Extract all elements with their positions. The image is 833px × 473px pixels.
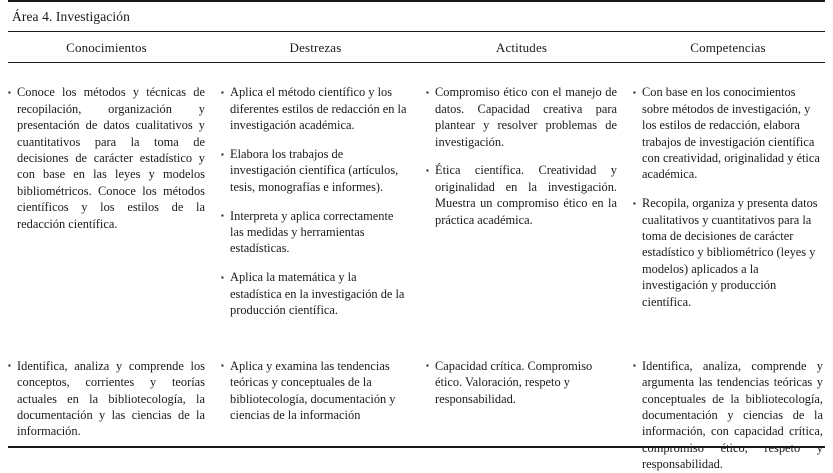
column-header-competencias: Competencias — [690, 40, 766, 55]
table-bottom-rule — [8, 446, 825, 448]
cell-actitudes-1 — [426, 72, 633, 228]
list-item: ▪ Compromiso ético con el manejo de datos. Capacidad creativa para plantear y resolver problemas de investigación. — [426, 84, 617, 150]
cell-conocimientos-2 — [8, 345, 221, 439]
list-item: ▪ Capacidad crítica. Compromiso ético. Valoración, respeto y responsabilidad. — [426, 358, 617, 407]
list-item: ▪ Identifica, analiza y comprende los conceptos, corrientes y teorías actuales en la bibliotecología, la documentación y las ciencias de la información. — [8, 358, 205, 440]
cell-conocimientos-1 — [8, 72, 221, 232]
cell-actitudes-2 — [426, 345, 633, 407]
list-item: ▪ Ética científica. Creatividad y originalidad en la investigación. Muestra un compromiso ético en la práctica académica. — [426, 162, 617, 228]
list-item: ▪ Elabora los trabajos de investigación científica (artículos, tesis, monografías e informes). — [221, 146, 410, 195]
column-header-destrezas: Destrezas — [289, 40, 342, 55]
page-title: Área 4. Investigación — [12, 8, 130, 24]
list-item: ▪ Recopila, organiza y presenta datos cualitativos y cuantitativos para la toma de decisiones de carácter estadístico y bibliométrico (leyes y modelos) aplicados a la investigación y producción científica. — [633, 195, 823, 310]
table-header-row — [8, 32, 825, 62]
table-row — [8, 345, 825, 472]
table-title-band — [8, 2, 825, 31]
list-item: ▪ Interpreta y aplica correctamente las medidas y herramientas estadísticas. — [221, 208, 410, 257]
cell-destrezas-1 — [221, 72, 426, 318]
list-item: ▪ Con base en los conocimientos sobre métodos de investigación, y los estilos de redacción, elabora trabajos de investigación científica con creatividad, originalidad y ética académica. — [633, 84, 823, 182]
list-item: ▪ Aplica el método científico y los diferentes estilos de redacción en la investigación académica. — [221, 84, 410, 133]
list-item: ▪ Conoce los métodos y técnicas de recopilación, organización y presentación de datos cualitativos y cuantitativos para la toma de decisiones de carácter estadístico y con base en las leyes y modelos bibliométricos. Conoce los métodos científicos y los estilos de la redacción científica. — [8, 84, 205, 232]
list-item: ▪ Aplica y examina las tendencias teóricas y conceptuales de la bibliotecología, documentación y ciencias de la información — [221, 358, 410, 424]
row-spacer — [8, 318, 825, 345]
list-item: ▪ Identifica, analiza, comprende y argumenta las tendencias teóricas y conceptuales de la bibliotecología, documentación y ciencias de la información, con capacidad crítica, compromiso ético, respeto y responsabilidad. — [633, 358, 823, 473]
table-bottom-rule-wrapper — [8, 446, 825, 448]
cell-destrezas-2 — [221, 345, 426, 423]
column-header-conocimientos: Conocimientos — [66, 40, 147, 55]
list-item: ▪ Aplica la matemática y la estadística en la investigación de la producción científica. — [221, 269, 410, 318]
table-body — [8, 63, 825, 473]
cell-competencias-2 — [633, 345, 825, 472]
table-row — [8, 72, 825, 318]
column-header-actitudes: Actitudes — [495, 40, 548, 55]
cell-competencias-1 — [633, 72, 825, 310]
